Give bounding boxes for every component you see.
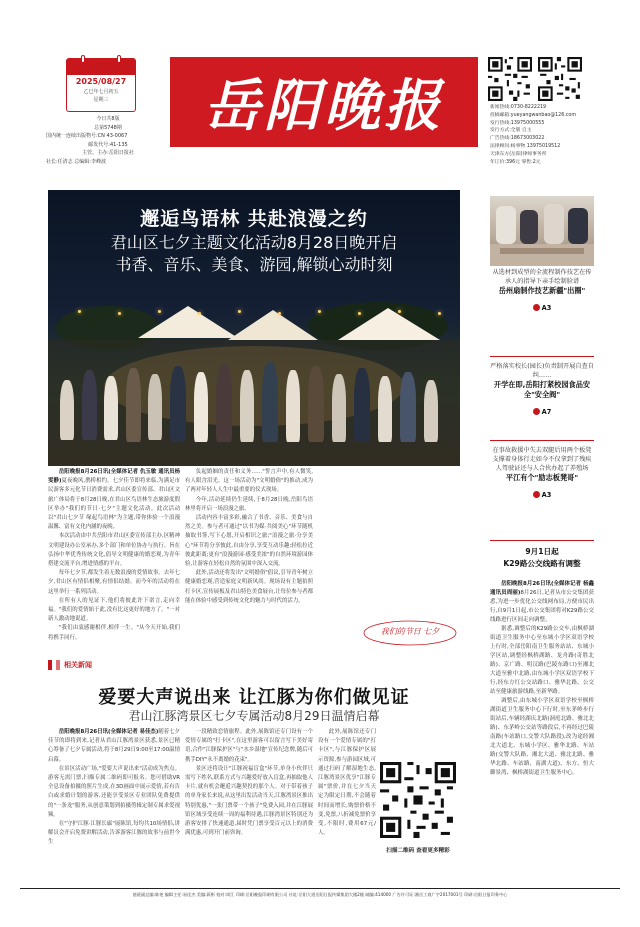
tent-icon <box>228 310 318 340</box>
teaser-title: 平江有个"励志板凳哥" <box>505 473 579 482</box>
teaser-title: 岳州扇制作技艺新疆"出圈" <box>498 286 586 295</box>
footer-rule <box>20 888 620 889</box>
string-lights <box>58 310 450 314</box>
paragraph: 今年,活动延续仍生延续,于8月28日晚,岳阳鸟语林里将开启一场浪漫之旅。 <box>185 496 313 512</box>
rail-divider <box>490 440 594 441</box>
contact-info <box>490 104 594 166</box>
calendar-header <box>67 59 135 75</box>
contact-line: 投稿邮箱:yueyangwanbao@126.com <box>490 112 577 118</box>
article1-column-2 <box>185 468 313 654</box>
qr-code-left[interactable] <box>488 57 532 101</box>
rail-divider <box>490 356 594 357</box>
pub-line: 主管、主办:岳阳日报社 <box>82 150 134 157</box>
paragraph: 每年七夕节,都发生着无数浪漫的爱情故事。去年七夕,君山区有情侣相聚,有情侣结婚。而今年的活动将在这里举行一系列活动。 <box>48 570 180 595</box>
rail-divider <box>490 540 594 541</box>
contact-line: 发行热线:13975000555 <box>490 120 545 126</box>
paragraph: 景区还将设计"江豚祝福盲盒"环节,单身小伙伴只需写下姓名,联系方式与兴趣爱好放入盲盒,再抽取他人卡片,就有机会邂逅兴趣契投的那个人。对于带着孩子的单身家长来说,从这里出发活动当天,江豚湾景区推出特别优惠,"一张门票带一个孩子"免费入园,并在江豚展馆区域享受连续一周的福利待遇,江豚湾景区特别还为游客安排了快速通道,届时凭门票享受百元以上的消费满优惠,可到开门前咨询。 <box>185 765 313 837</box>
paragraph: 本次活动由中共岳阳市君山区委宣传部主办,区精神文明建设办公室承办,多个部门和单位协办与执行。旨在弘扬中华优秀传统文化,倡导文明健康的婚恋观,为青年搭建交流平台,增进情感的平台。 <box>48 533 180 568</box>
rail-article-body <box>490 580 594 880</box>
contact-line: 新闻热线:0730-8222219 <box>490 105 547 110</box>
related-column-2 <box>185 728 313 882</box>
page-dot-icon <box>533 408 540 415</box>
pub-line: 今日共8版 <box>96 116 120 122</box>
related-news-tag <box>48 659 148 671</box>
stamp-label: 我们的节日 七夕 <box>380 627 440 636</box>
paper-name: 岳阳晚报 <box>204 73 444 139</box>
qr-caption: 扫描二维码 查看更多精彩 <box>386 848 450 854</box>
contact-line: 法律顾问:杨事物 13975019512 <box>490 143 561 149</box>
publication-info <box>46 115 170 167</box>
paragraph: 据悉,调整后的K29路公交车,由枫桥湖街道卫生服务中心至东城小学区双语学校上行时,全部岳阳南卫生服务站站、东城小学区站,调整经枫桥湖路、龙舟路(奇胜北路)、京广路、明汉路(巴陵东路口)至湘北大道至雅中北路,由东城小学区双语学校下行,经东方红公交站路口、雅华北路、公交站至健康旅游线路,至新华路。 <box>490 626 594 695</box>
page-ref: A3 <box>533 491 552 499</box>
paragraph: 岳阳晚报8月26日讯(全媒体记者 仇玉敏 通讯员杨雯静)夏夜晚风,鹊桥相约。七夕佳节即将来临,为满足市民游客多元化节日消费需求,君山区委宣传部、君山区文旅广体局将于8月28日晚,在君山区鸟语林生态旅游度假区举办"我们的节日·七夕"主题文化活动。此次活动以"君山七夕节 缘起鸟语林"为主题,带你体验一个浪漫温馨、富有文化内涵的夜晚。 <box>48 469 180 531</box>
paragraph: 在"守护江豚·江豚长廊"展陈馆,每均共10场情侣,讲解员会开启免费讲解活动,告诉游客江豚的故事与前世今生 <box>48 821 180 846</box>
page-ref: A3 <box>533 304 552 312</box>
paragraph: 活动内容丰富多彩,融合了书香、音乐、美食与自然之美。参与者可通过"以书为媒·共阅美心"环节随机抽取书签,写下心愿,开启相识之旅;"浪漫之旅·分享美心"环节将分享彼此,自由分享,享受互动乐趣;轻松拉近彼此距离;更有"浪漫游园·感受美浓"的自然环境游园体验,让游客在轻松自然的氛围中深入交流。 <box>185 515 313 568</box>
festival-stamp <box>360 618 460 648</box>
footer-credits: 值班副总编:陈尧 编辑主任:易佳杰 美编:蒋彬 校对:周江 印刷:岳阳晚报印刷有限公司 社址:岳阳大道岳阳日报传媒集团大楼2楼 邮编:414000 广告许可证:湘岳工商广字2017001号 印刷:岳阳日报印务中心 <box>132 892 508 897</box>
pub-line: 国内统一连续出版物号:CN 43-0067 <box>46 133 128 140</box>
teaser-title: 开学在即,岳阳打紧校园食品安全"安全阀" <box>493 380 591 399</box>
related-subhead: 君山江豚湾景区七夕专属活动8月29日温情启幕 <box>128 709 380 723</box>
related-news-label: 相关新闻 <box>64 661 92 669</box>
teaser-summary: 在事故救援中失去双腿后用两个板凳支撑着身体行走如今不仅拿到了残疾人驾驶证还与人合伙办起了养殖场 <box>492 447 592 472</box>
paragraph: 此外,展陈馆还专门设有一个爱情专属的"打卡区",与江豚保护区展示资源,参与游园区域,可通过扫码了解湿地生态,江豚湾景区优享"江豚专属"票价,并在七夕当天定为限定日期,不会随着时间而增长,购票价格不变,免票,八折减免票价享受,不限时,费用67元/人。 <box>318 729 376 837</box>
rail-teaser-3[interactable] <box>490 446 594 502</box>
paragraph: "我们由衷感谢相伴,相伴一生。"从今天开始,我们将携手同行。 <box>48 625 180 641</box>
related-column-1 <box>48 728 180 882</box>
contact-line: 广告热线:18673003022 <box>490 136 545 142</box>
issue-date: 2025/08/27 <box>75 77 127 86</box>
related-headline: 爱要大声说出来 让江豚为你们做见证 <box>98 687 410 708</box>
footer <box>0 888 640 910</box>
hero-subhead-1: 君山区七夕主题文化活动8月28日晚开启 <box>110 233 398 252</box>
masthead-banner <box>170 57 478 147</box>
article1-column-1 <box>48 468 180 654</box>
qr-code-more[interactable] <box>380 762 456 838</box>
pub-line: 邮发代号:41-135 <box>88 141 128 148</box>
pub-line: 总第5748期 <box>94 124 122 131</box>
page-dot-icon <box>533 491 540 498</box>
contact-line: 年订价:396元 零售:2元 <box>490 159 541 165</box>
page-dot-icon <box>533 304 540 311</box>
contact-line: 天津东方(岳阳)律师事务所 <box>490 151 547 157</box>
page-ref: A7 <box>533 408 552 416</box>
pub-line: 社长:任清志 总编辑:李峰波 <box>46 158 106 165</box>
related-column-3 <box>318 728 376 882</box>
rail-teaser-1[interactable] <box>490 268 594 315</box>
paragraph: 调整后,由东城小学区双语学校至枫桥湖街道卫生服务中心下行时,至东茅岭步行街站后,车辆经湖庆北路(洞庭北路、雅北北路)、东茅岭公交站等路段后,不再经过巴陵南路(车站路口,交警大队路段),改为途经湘北大道北、东城小学区、雅华北路、车站路(交警大队路、湘北大道、雅北北路、雅华北路、车站路、南湖大道)、东方、恒大御景湾、枫桥湖街道卫生服务中心。 <box>490 698 594 776</box>
rail-photo <box>490 196 594 266</box>
paragraph: 一段精致恋情旅程。此外,展陈馆还专门设有一个爱情专属的"打卡区",在这里游客可以留言写下美好寄语,合作"江豚保护区"与"水乡湿地"宣传纪念牌,随后可携手DIY"永不离婚的花束"。 <box>185 729 313 763</box>
paragraph: 此外,活动还将发出"文明婚俗"倡议,引导青年树立健康婚恋观,营造家庭文明新风尚。现场设有主题拍照打卡区,宣传展板及君山特色美食展台,让每位参与者都能在体验中感受到传统文化的魅力与时代的活力。 <box>185 570 313 604</box>
teaser-summary: 从选材到成型的全流程制作技艺在传承人的指导下亲手绘制脸谱 <box>492 269 592 285</box>
paragraph: 在景区活动广场,"爱要大声说出来"活动成为焦点。游客无需门票,扫描专属二维码即可报名。您可借助VR全息设备拍摄的照片生成,在3D画面中展示爱情,若有告白或求婚计划的游客,还能享受景区专业团队免费提供的"一条龙"服务,从创意策划到拍摄剪辑定制专属求爱视频。 <box>48 765 180 818</box>
paragraph: 负起婚姻的责任和义务……"誓言声中,有人微笑,有人眼含泪光。这一场活动为"文明婚俗"的推动,成为了两对年轻人人生中最重要的仪式现场。 <box>185 469 313 494</box>
weekday: 星期三 <box>93 97 109 103</box>
paragraph: 岳阳晚报8月26日讯(全媒体记者 杨鑫 通讯员周丽)8月26日,记者从市公交集团获悉,为进一步优化公交线网布局,方便市民出行,自9月1日起,市公交集团将对K29路公交线路进行区间走向调整。 <box>490 581 594 623</box>
hero-headline: 邂逅鸟语林 共赴浪漫之约 <box>140 208 368 230</box>
contact-line: 发行方式:全版 自主 <box>490 128 532 134</box>
rail-article-title: 9月1日起 <box>525 547 559 556</box>
qr-code-right[interactable] <box>538 57 582 101</box>
date-calendar <box>66 58 136 112</box>
lunar-date: 乙巳年七月初五 <box>83 89 119 95</box>
paragraph: 岳阳晚报8月26日讯(全媒体记者 易佳杰)随着七夕佳节的即将到来,记者从君山江豚湾景区获悉,景区已精心筹备了七夕专属活动,将于8月29日9:00至17:00温情启幕。 <box>48 729 180 763</box>
hero-photo <box>48 190 460 466</box>
rail-article-subtitle: K29路公交线路有调整 <box>503 559 581 568</box>
hero-subhead-2: 书香、音乐、美食、游园,解锁心动时刻 <box>115 255 393 274</box>
paragraph: 在所有人的见证下,他们将彼此许下诺言,走向幸福。"我们的爱情始于此,没有比这更好的地方了。"一对新人激动地说道。 <box>48 597 180 623</box>
rail-teaser-2[interactable] <box>490 362 594 419</box>
crowd <box>48 340 460 466</box>
teaser-summary: 严格落实校长(园长)负责制开展自查自纠…… <box>490 363 594 379</box>
